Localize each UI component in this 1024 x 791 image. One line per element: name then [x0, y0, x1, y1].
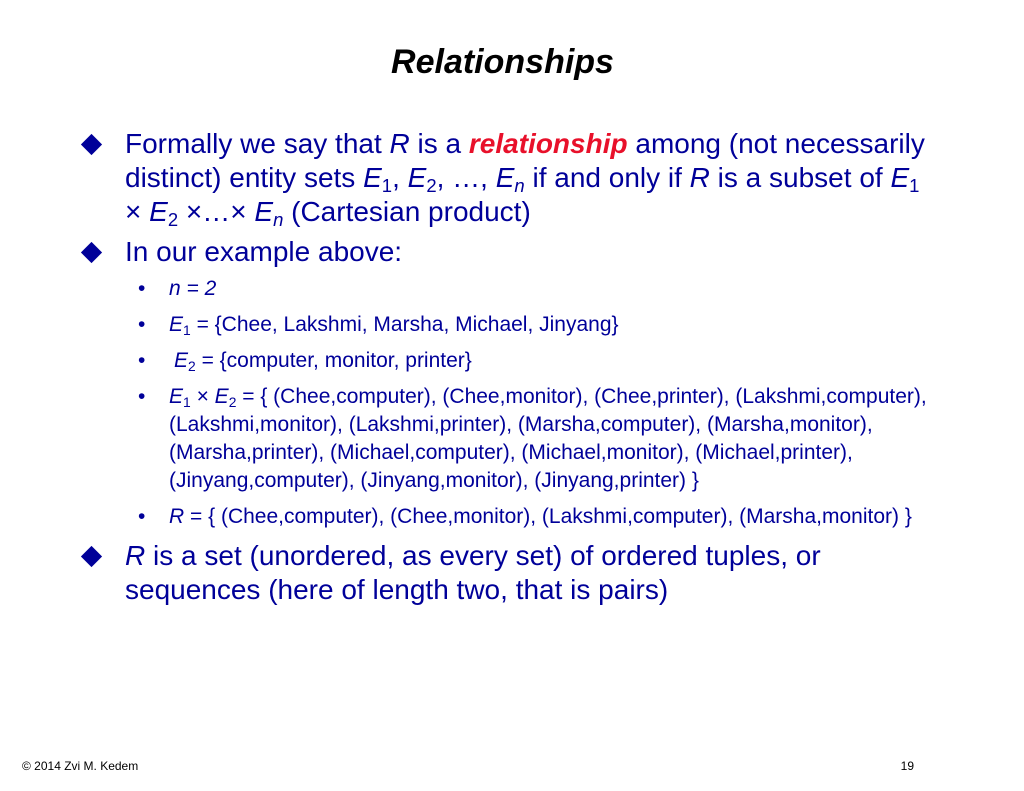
var-e: E	[495, 162, 515, 193]
var-e: E	[149, 196, 168, 227]
slide-title: Relationships	[391, 43, 614, 81]
text-segment: = {computer, monitor, printer}	[195, 349, 472, 372]
bullet-set-of-tuples	[80, 539, 940, 607]
var-e: E	[254, 196, 274, 227]
text-segment: In our example above:	[125, 236, 403, 267]
sub-bullet-r	[80, 503, 940, 531]
text-segment: = {Chee, Lakshmi, Marsha, Michael, Jinyang}	[190, 313, 619, 336]
text-segment: among (not necessarily distinct) entity sets	[125, 128, 925, 193]
text-segment: is a set (unordered, as every set) of ordered tuples, or sequences (here of length two, that is pairs)	[125, 540, 821, 605]
sub-bullet-n	[80, 275, 940, 303]
var-r: R	[689, 162, 710, 193]
var-e: E	[363, 162, 382, 193]
bullet-definition	[80, 127, 940, 229]
subscript: n	[273, 209, 284, 231]
text-segment: = 2	[180, 277, 217, 300]
dot-bullet-icon: •	[138, 277, 146, 300]
footer-copyright: © 2014 Zvi M. Kedem	[22, 759, 139, 773]
text-segment: (Cartesian product)	[283, 196, 531, 227]
diamond-bullet-icon	[81, 242, 102, 263]
var-r: R	[125, 540, 146, 571]
text-segment: ×…×	[178, 196, 255, 227]
var-e: E	[214, 385, 229, 408]
text-segment: = { (Chee,computer), (Chee,monitor), (Chee,printer), (Lakshmi,computer), (Lakshmi,monitor), (Lakshmi,printer), (Marsha,computer), (Marsha,monitor), (Marsha,printer), (Michael,computer), (Michael,monitor), (Michael,printer), (Jinyang,computer), (Jinyang,monitor), (Jinyang,printer) }	[169, 385, 927, 492]
slide-body	[80, 127, 940, 613]
subscript: 2	[167, 209, 179, 231]
subscript: 2	[188, 357, 196, 374]
subscript: 1	[381, 175, 393, 197]
text-segment: is a	[409, 128, 469, 159]
var-r: R	[169, 505, 185, 528]
text-segment: ,	[392, 162, 408, 193]
var-e: E	[169, 385, 184, 408]
sub-bullet-cartesian	[80, 383, 940, 495]
subscript: 2	[426, 175, 437, 197]
diamond-bullet-icon	[81, 134, 102, 155]
relationship-keyword: relationship	[468, 128, 628, 159]
text-segment: Formally we say that	[125, 128, 390, 159]
dot-bullet-icon: •	[138, 385, 146, 408]
dot-bullet-icon: •	[138, 349, 146, 372]
page-number: 19	[900, 759, 914, 773]
var-e: E	[169, 313, 184, 336]
text-segment: , …,	[436, 162, 496, 193]
text-segment: = { (Chee,computer), (Chee,monitor), (Lakshmi,computer), (Marsha,monitor) }	[184, 505, 912, 528]
sub-bullet-e1	[80, 311, 940, 339]
var-n: n	[169, 277, 181, 300]
sub-bullet-e2	[80, 347, 940, 375]
bullet-example	[80, 235, 940, 269]
var-e: E	[407, 162, 427, 193]
text-segment: ×	[190, 385, 215, 408]
subscript: n	[514, 175, 525, 197]
text-segment: is a subset of	[709, 162, 891, 193]
subscript: 1	[183, 321, 191, 338]
var-r: R	[389, 128, 410, 159]
text-segment: if and only if	[524, 162, 690, 193]
var-e: E	[890, 162, 910, 193]
dot-bullet-icon: •	[138, 505, 146, 528]
diamond-bullet-icon	[81, 546, 102, 567]
subscript: 2	[228, 393, 237, 410]
var-e: E	[174, 349, 189, 372]
text-segment: ×	[125, 196, 150, 227]
dot-bullet-icon: •	[138, 313, 146, 336]
subscript: 1	[909, 175, 920, 197]
subscript: 1	[183, 393, 191, 410]
